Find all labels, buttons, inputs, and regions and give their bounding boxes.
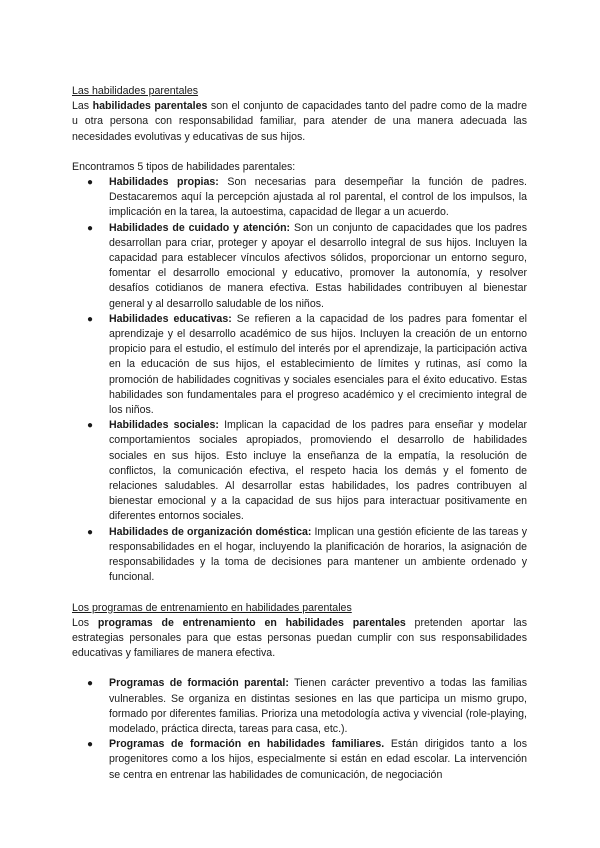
bullet-icon: ● [87, 526, 94, 538]
programas-intro-paragraph: Los programas de entrenamiento en habilidades parentales pretenden aportar las estrategias personales para que estas personas puedan cumplir con sus responsabilidades educativas y familiares de manera efectiva. [72, 616, 528, 660]
list-item: ● Programas de formación parental: Tienen carácter preventivo a todas las familias vulnerables. Se organiza en distintas sesiones en las que participa un mismo grupo, formado por diferentes familias. Prioriza una metodología activa y vivencial (role-playing, modelado, práctica directa, tareas para casa, etc.). [87, 677, 527, 735]
habilidades-intro-paragraph: Las habilidades parentales son el conjunto de capacidades tanto del padre como de la madre u otra persona con responsabilidad familiar, para atender de una manera adecuada las necesidades evolutivas y educativas de sus hijos. [72, 100, 527, 143]
list-item: ● Habilidades de organización doméstica: Implican una gestión eficiente de las tareas y responsabilidades en el hogar, incluyendo la planificación de horarios, la asignación de responsabilidades y la toma de decisiones para mantener un ambiente ordenado y funcional. [87, 525, 527, 584]
bullet-icon: ● [87, 420, 94, 432]
document-page [72, 84, 527, 783]
list-item: ● Habilidades educativas: Se refieren a la capacidad de los padres para fomentar el aprendizaje y el desarrollo académico de sus hijos. Incluyen la creación de un entorno propicio para el estudio, el estímulo del interés por el aprendizaje, la participación activa en la educación de sus hijos, el establecimiento de límites y rutinas, así como la promoción de habilidades cognitivas y sociales esenciales para el éxito educativo. Estas habilidades son fundamentales para el progreso académico y el crecimiento integral de los niños. [87, 312, 527, 417]
bullet-icon: ● [87, 222, 94, 234]
list-item: ● Programas de formación en habilidades familiares. Están dirigidos tanto a los progenitores como a los hijos, especialmente si están en edad escolar. La intervención se centra en entrenar las habilidades de comunicación, de negociación [87, 738, 527, 781]
section-heading-programas: Los programas de entrenamiento en habilidades parentales [72, 601, 352, 614]
list-item: ● Habilidades sociales: Implican la capacidad de los padres para enseñar y modelar comportamientos sociales apropiados, promoviendo el desarrollo de habilidades sociales en sus hijos. Esto incluye la enseñanza de la empatía, la resolución de conflictos, la comunicación efectiva, el respeto hacia los demás y el fomento de relaciones saludables. Al desarrollar estas habilidades, los padres contribuyen al bienestar emocional y a la capacidad de sus hijos para interactuar positivamente en diferentes entornos sociales. [87, 419, 527, 523]
programas-list [72, 676, 527, 782]
bullet-icon: ● [87, 739, 94, 751]
list-item: ● Habilidades de cuidado y atención: Son un conjunto de capacidades que los padres desarrollan para criar, proteger y apoyar el desarrollo integral de sus hijos. Incluyen la capacidad para establecer vínculos afectivos sólidos, proporcionar un entorno seguro, fomentar el desarrollo emocional y educativo, promover la autonomía, y resolver desafíos cotidianos de manera efectiva. Estas habilidades contribuyen al bienestar general y al desarrollo saludable de los niños. [87, 221, 527, 310]
bullet-icon: ● [87, 678, 94, 690]
types-intro: Encontramos 5 tipos de habilidades parentales: [72, 160, 296, 173]
bullet-icon: ● [87, 313, 94, 325]
list-item: ● Habilidades propias: Son necesarias para desempeñar la función de padres. Destacaremos aquí la percepción ajustada al rol parental, el control de los impulsos, la implicación en la tarea, la autoestima, capacidad de llegar a un acuerdo. [87, 176, 527, 219]
habilidades-list [72, 175, 527, 585]
bullet-icon: ● [87, 177, 94, 189]
section-heading-habilidades: Las habilidades parentales [72, 85, 199, 97]
